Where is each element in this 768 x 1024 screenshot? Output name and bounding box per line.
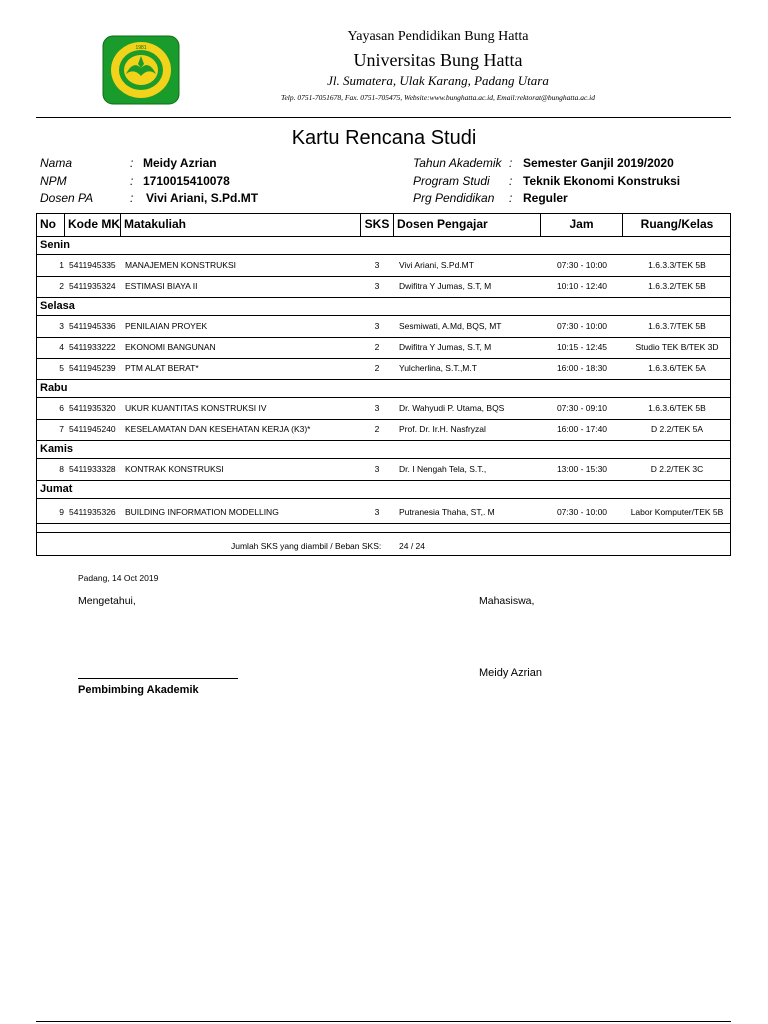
cell-sks: 3: [374, 403, 380, 413]
cell-no: 3: [59, 321, 64, 331]
separator: :: [130, 156, 134, 170]
cell-ruang: 1.6.3.6/TEK 5A: [648, 363, 706, 373]
university-contact: Telp. 0751-7051678, Fax. 0751-705475, Website:www.bunghatta.ac.id, Email:rektorat@bunghatta.ac.id: [280, 93, 596, 102]
cell-kode: 5411935326: [69, 507, 116, 517]
cell-no: 9: [59, 507, 64, 517]
separator: :: [130, 174, 134, 188]
cell-matakuliah: ESTIMASI BIAYA II: [125, 281, 198, 291]
sks-total-label: Jumlah SKS yang diambil / Beban SKS:: [231, 541, 382, 551]
cell-sks: 2: [374, 363, 380, 373]
university-name: Universitas Bung Hatta: [353, 50, 523, 70]
cell-no: 4: [59, 342, 64, 352]
separator: :: [509, 156, 513, 170]
student-sign-label: Mahasiswa,: [479, 595, 535, 607]
table-row: [37, 316, 730, 338]
cell-ruang: 1.6.3.7/TEK 5B: [648, 321, 706, 331]
cell-kode: 5411945336: [69, 321, 116, 331]
table-row: [37, 255, 730, 277]
cell-matakuliah: KONTRAK KONSTRUKSI: [125, 464, 224, 474]
program-studi-value: Teknik Ekonomi Konstruksi: [523, 174, 681, 188]
npm-label: NPM: [40, 174, 67, 188]
page-bottom-rule: [36, 1021, 731, 1022]
nama-label: Nama: [40, 156, 73, 170]
cell-dosen: Vivi Ariani, S.Pd.MT: [399, 260, 474, 270]
cell-jam: 07:30 - 09:10: [556, 403, 608, 413]
cell-dosen: Yulcherlina, S.T.,M.T: [399, 363, 477, 373]
cell-ruang: 1.6.3.3/TEK 5B: [648, 260, 706, 270]
cell-ruang: D 2.2/TEK 5A: [651, 424, 703, 434]
cell-matakuliah: BUILDING INFORMATION MODELLING: [125, 507, 279, 517]
tahun-akademik-value: Semester Ganjil 2019/2020: [523, 156, 674, 170]
col-header-jam: Jam: [541, 214, 623, 236]
acknowledge-label: Mengetahui,: [78, 595, 136, 607]
university-address: Jl. Sumatera, Ulak Karang, Padang Utara: [327, 73, 549, 88]
cell-sks: 3: [374, 281, 380, 291]
cell-kode: 5411945239: [69, 363, 116, 373]
npm-value: 1710015410078: [143, 174, 230, 188]
cell-matakuliah: KESELAMATAN DAN KESEHATAN KERJA (K3)*: [125, 424, 311, 434]
cell-jam: 07:30 - 10:00: [556, 321, 608, 331]
table-row: [37, 502, 730, 524]
cell-dosen: Prof. Dr. Ir.H. Nasfryzal: [399, 424, 486, 434]
cell-kode: 5411933222: [69, 342, 116, 352]
cell-ruang: Labor Komputer/TEK 5B: [630, 507, 724, 517]
cell-sks: 2: [374, 424, 380, 434]
cell-ruang: D 2.2/TEK 3C: [650, 464, 704, 474]
header-divider: [36, 117, 731, 118]
table-row: [37, 337, 730, 359]
cell-matakuliah: PTM ALAT BERAT*: [125, 363, 199, 373]
cell-sks: 3: [374, 321, 380, 331]
cell-matakuliah: PENILAIAN PROYEK: [125, 321, 208, 331]
cell-kode: 5411945335: [69, 260, 116, 270]
cell-kode: 5411933328: [69, 464, 116, 474]
advisor-role: Pembimbing Akademik: [78, 684, 199, 696]
cell-no: 5: [59, 363, 64, 373]
cell-kode: 5411935324: [69, 281, 116, 291]
cell-dosen: Sesmiwati, A.Md, BQS, MT: [399, 321, 502, 331]
col-header-kode: Kode MK: [65, 214, 121, 236]
table-row: [37, 358, 730, 380]
cell-ruang: 1.6.3.2/TEK 5B: [648, 281, 706, 291]
prg-pendidikan-value: Reguler: [523, 191, 568, 205]
cell-jam: 13:00 - 15:30: [556, 464, 608, 474]
day-header-jumat: Jumat: [37, 480, 730, 499]
cell-ruang: Studio TEK B/TEK 3D: [635, 342, 719, 352]
cell-dosen: Dwifitra Y Jumas, S.T, M: [399, 342, 492, 352]
sign-date: Padang, 14 Oct 2019: [78, 573, 159, 583]
separator: :: [130, 191, 134, 205]
cell-no: 2: [59, 281, 64, 291]
program-studi-label: Program Studi: [413, 174, 490, 188]
day-header-senin: Senin: [37, 236, 730, 255]
cell-kode: 5411945240: [69, 424, 116, 434]
sks-total-value: 24 / 24: [399, 541, 425, 551]
foundation-name: Yayasan Pendidikan Bung Hatta: [347, 29, 529, 44]
table-row: [37, 459, 730, 481]
advisor-signature-line: [78, 678, 238, 679]
table-header: [37, 214, 730, 237]
cell-dosen: Dwifitra Y Jumas, S.T, M: [399, 281, 492, 291]
sks-total-row: [37, 537, 730, 557]
cell-sks: 3: [374, 507, 380, 517]
nama-value: Meidy Azrian: [143, 156, 217, 170]
cell-ruang: 1.6.3.6/TEK 5B: [648, 403, 706, 413]
course-table: [36, 213, 731, 556]
col-header-dosen: Dosen Pengajar: [394, 214, 541, 236]
col-header-no: No: [37, 214, 65, 236]
cell-dosen: Dr. Wahyudi P. Utama, BQS: [399, 403, 505, 413]
col-header-ruang: Ruang/Kelas: [640, 217, 714, 231]
separator: :: [509, 174, 513, 188]
cell-sks: 3: [374, 464, 380, 474]
cell-sks: 2: [374, 342, 380, 352]
cell-jam: 16:00 - 18:30: [556, 363, 608, 373]
cell-kode: 5411935320: [69, 403, 116, 413]
dosen-pa-label: Dosen PA: [40, 191, 94, 205]
day-header-selasa: Selasa: [37, 297, 730, 316]
table-row: [37, 276, 730, 298]
cell-matakuliah: EKONOMI BANGUNAN: [125, 342, 216, 352]
cell-no: 8: [59, 464, 64, 474]
table-row: [37, 419, 730, 441]
cell-matakuliah: MANAJEMEN KONSTRUKSI: [125, 260, 236, 270]
tahun-akademik-label: Tahun Akademik: [413, 156, 502, 170]
cell-no: 1: [59, 260, 64, 270]
dosen-pa-value: Vivi Ariani, S.Pd.MT: [146, 191, 259, 205]
document-title: Kartu Rencana Studi: [291, 127, 477, 149]
table-spacer-row: [37, 523, 730, 533]
col-header-sks: SKS: [361, 214, 394, 236]
cell-dosen: Dr. I Nengah Tela, S.T.,: [399, 464, 487, 474]
col-header-matakuliah: Matakuliah: [121, 214, 361, 236]
cell-sks: 3: [374, 260, 380, 270]
prg-pendidikan-label: Prg Pendidikan: [413, 191, 495, 205]
cell-no: 6: [59, 403, 64, 413]
cell-matakuliah: UKUR KUANTITAS KONSTRUKSI IV: [125, 403, 267, 413]
cell-jam: 10:10 - 12:40: [556, 281, 608, 291]
cell-jam: 10:15 - 12:45: [556, 342, 608, 352]
student-sign-name: Meidy Azrian: [479, 667, 542, 679]
cell-jam: 07:30 - 10:00: [556, 260, 608, 270]
separator: :: [509, 191, 513, 205]
day-header-kamis: Kamis: [37, 440, 730, 459]
cell-no: 7: [59, 424, 64, 434]
cell-jam: 16:00 - 17:40: [556, 424, 608, 434]
svg-text:1981: 1981: [135, 45, 147, 51]
day-header-rabu: Rabu: [37, 379, 730, 398]
cell-jam: 07:30 - 10:00: [556, 507, 608, 517]
table-row: [37, 398, 730, 420]
cell-dosen: Putranesia Thaha, ST,. M: [399, 507, 495, 517]
